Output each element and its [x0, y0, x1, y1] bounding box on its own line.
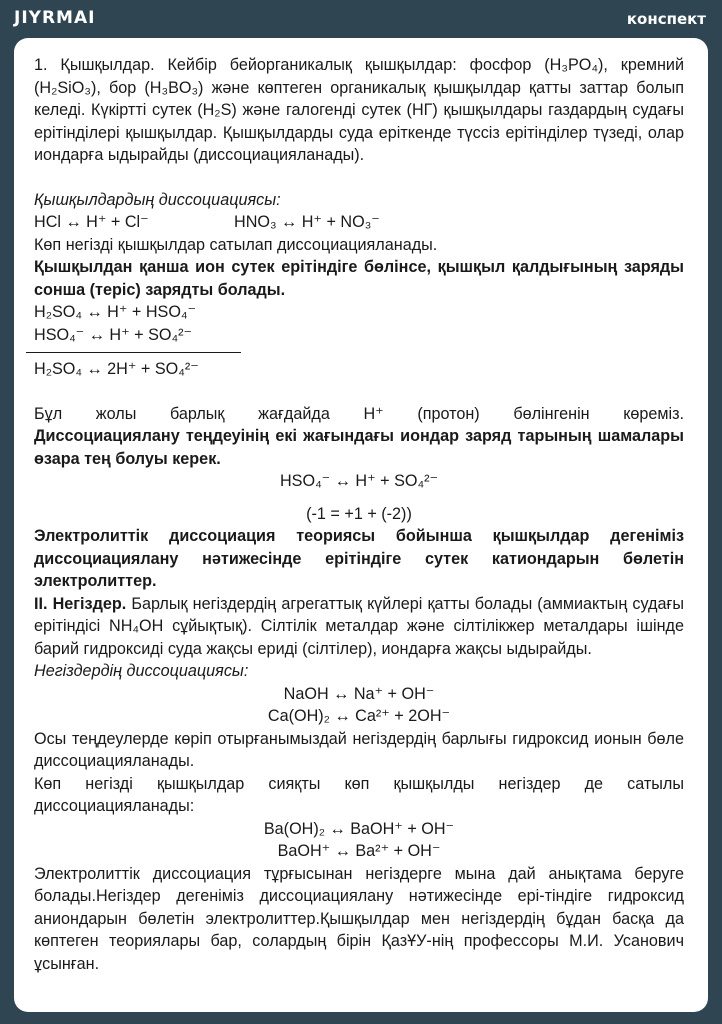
acids-intro-paragraph: 1. Қышқылдар. Кейбір бейорганикалық қышқылдар: фосфор (H₃PO₄), кремний (H₂SiO₃), бор (H₃BO₃) және көптеген органикалық қышқылдар қатты заттар болып келеді. Күкіртті сутек (H₂S) және галогенді сутек (HГ) қышқылдары газдардың судағы ерітінділері қышқылдар. Қышқылдарды суда ерiткенде түссiз ерітінділер түзеді, олар иондарға ыдырайды (диссоциацияланады).	[34, 56, 684, 164]
spacer	[34, 167, 684, 189]
equation-h2so4-sum: H₂SO₄ ↔ 2H⁺ + SO₄²⁻	[34, 360, 199, 378]
content-card	[14, 38, 708, 1012]
bases-title: II. Негiздер.	[34, 594, 127, 613]
spacer	[34, 381, 684, 403]
charge-balance-rule: Диссоциациялану теңдеуінің екі жағындағы иондар заряд тарының шамалары өзара тең болуы керек.	[34, 427, 684, 468]
top-bar	[0, 0, 722, 38]
equation-row	[34, 211, 684, 234]
equation-naoh: NaOH ↔ Na⁺ + OH⁻	[283, 684, 435, 703]
bases-stepwise-note: Көп негізді қышқылдар сияқты көп қышқылды негіздер де сатылы диссоциацияланады:	[34, 774, 684, 815]
equation-hcl: HCl ↔ H⁺ + Cl⁻	[34, 213, 149, 231]
multibasic-note: Көп негізді қышқылдар сатылап диссоциацияланады.	[34, 235, 438, 254]
sum-divider-line	[26, 352, 241, 353]
equation-baoh2: Ba(OH)₂ ↔ BaOH⁺ + OH⁻	[263, 819, 455, 838]
equation-hso4-step2: HSO₄⁻ ↔ H⁺ + SO₄²⁻	[34, 325, 193, 344]
acid-definition: Электролиттік диссоциация теориясы бойынша қышқылдар дегеніміз диссоциациялану нәтижесінде ерітіндіге сутек катиондарын бөлетін электролиттер.	[34, 527, 684, 590]
section-tag: конспект	[626, 10, 706, 28]
acids-dissociation-heading: Қышқылдардың диссоциациясы:	[34, 190, 281, 209]
bases-paragraph	[34, 593, 684, 661]
proton-note: Бұл жолы барлық жағдайда H⁺ (протон) бөлінгенін көреміз.	[34, 404, 684, 423]
brand-logo: JIYRMAI	[14, 8, 96, 28]
equation-caoh2: Ca(OH)₂ ↔ Ca²⁺ + 2OH⁻	[267, 707, 451, 725]
equation-hso4-balance: HSO₄⁻ ↔ H⁺ + SO₄²⁻	[279, 472, 439, 490]
spacer	[34, 493, 684, 503]
bases-dissociation-heading: Негіздердің диссоциациясы:	[34, 662, 249, 680]
equation-hno3: HNO₃ ↔ H⁺ + NO₃⁻	[234, 213, 380, 231]
equation-h2so4-step1: H₂SO₄ ↔ H⁺ + HSO₄⁻	[34, 303, 197, 321]
equation-baoh: BaOH⁺ ↔ Ba²⁺ + OH⁻	[277, 842, 441, 860]
bases-note: Осы теңдеулерде көріп отырғанымыздай негіздердің барлығы гидроксид ионын бөле диссоциацияланады.	[34, 729, 684, 770]
bases-text: Барлық негіздердің агрегаттық күйлері қатты болады (аммиактың судағы ерітіндісі NH₄OH сұйықтық). Сілтілік металдар және сілтілікжер металдары ішінде барий гидроксиді суда жақсы ериді (сілтілер), иондарға жақсы ыдырайды.	[34, 594, 684, 658]
bases-definition: Электролиттік диссоциация тұрғысынан негіздерге мына дай анықтама беруге болады.Негіздер дегеніміз диссоциациялану нәтижесінде ері-тіндіге гидроксид аниондарын бөлетін электролиттер.Қышқылдар мен негіздердің бұдан басқа да көптеген теориялары бар, солардың бірін ҚазҰУ-нің профессоры М.И. Усанович ұсынған.	[34, 864, 684, 973]
charge-rule: Қышқылдан қанша ион сутек ерітіндіге бөлінсе, қышқыл қалдығының заряды сонша (теріс) зарядты болады.	[34, 258, 684, 299]
charge-check: (-1 = +1 + (-2))	[306, 504, 412, 523]
